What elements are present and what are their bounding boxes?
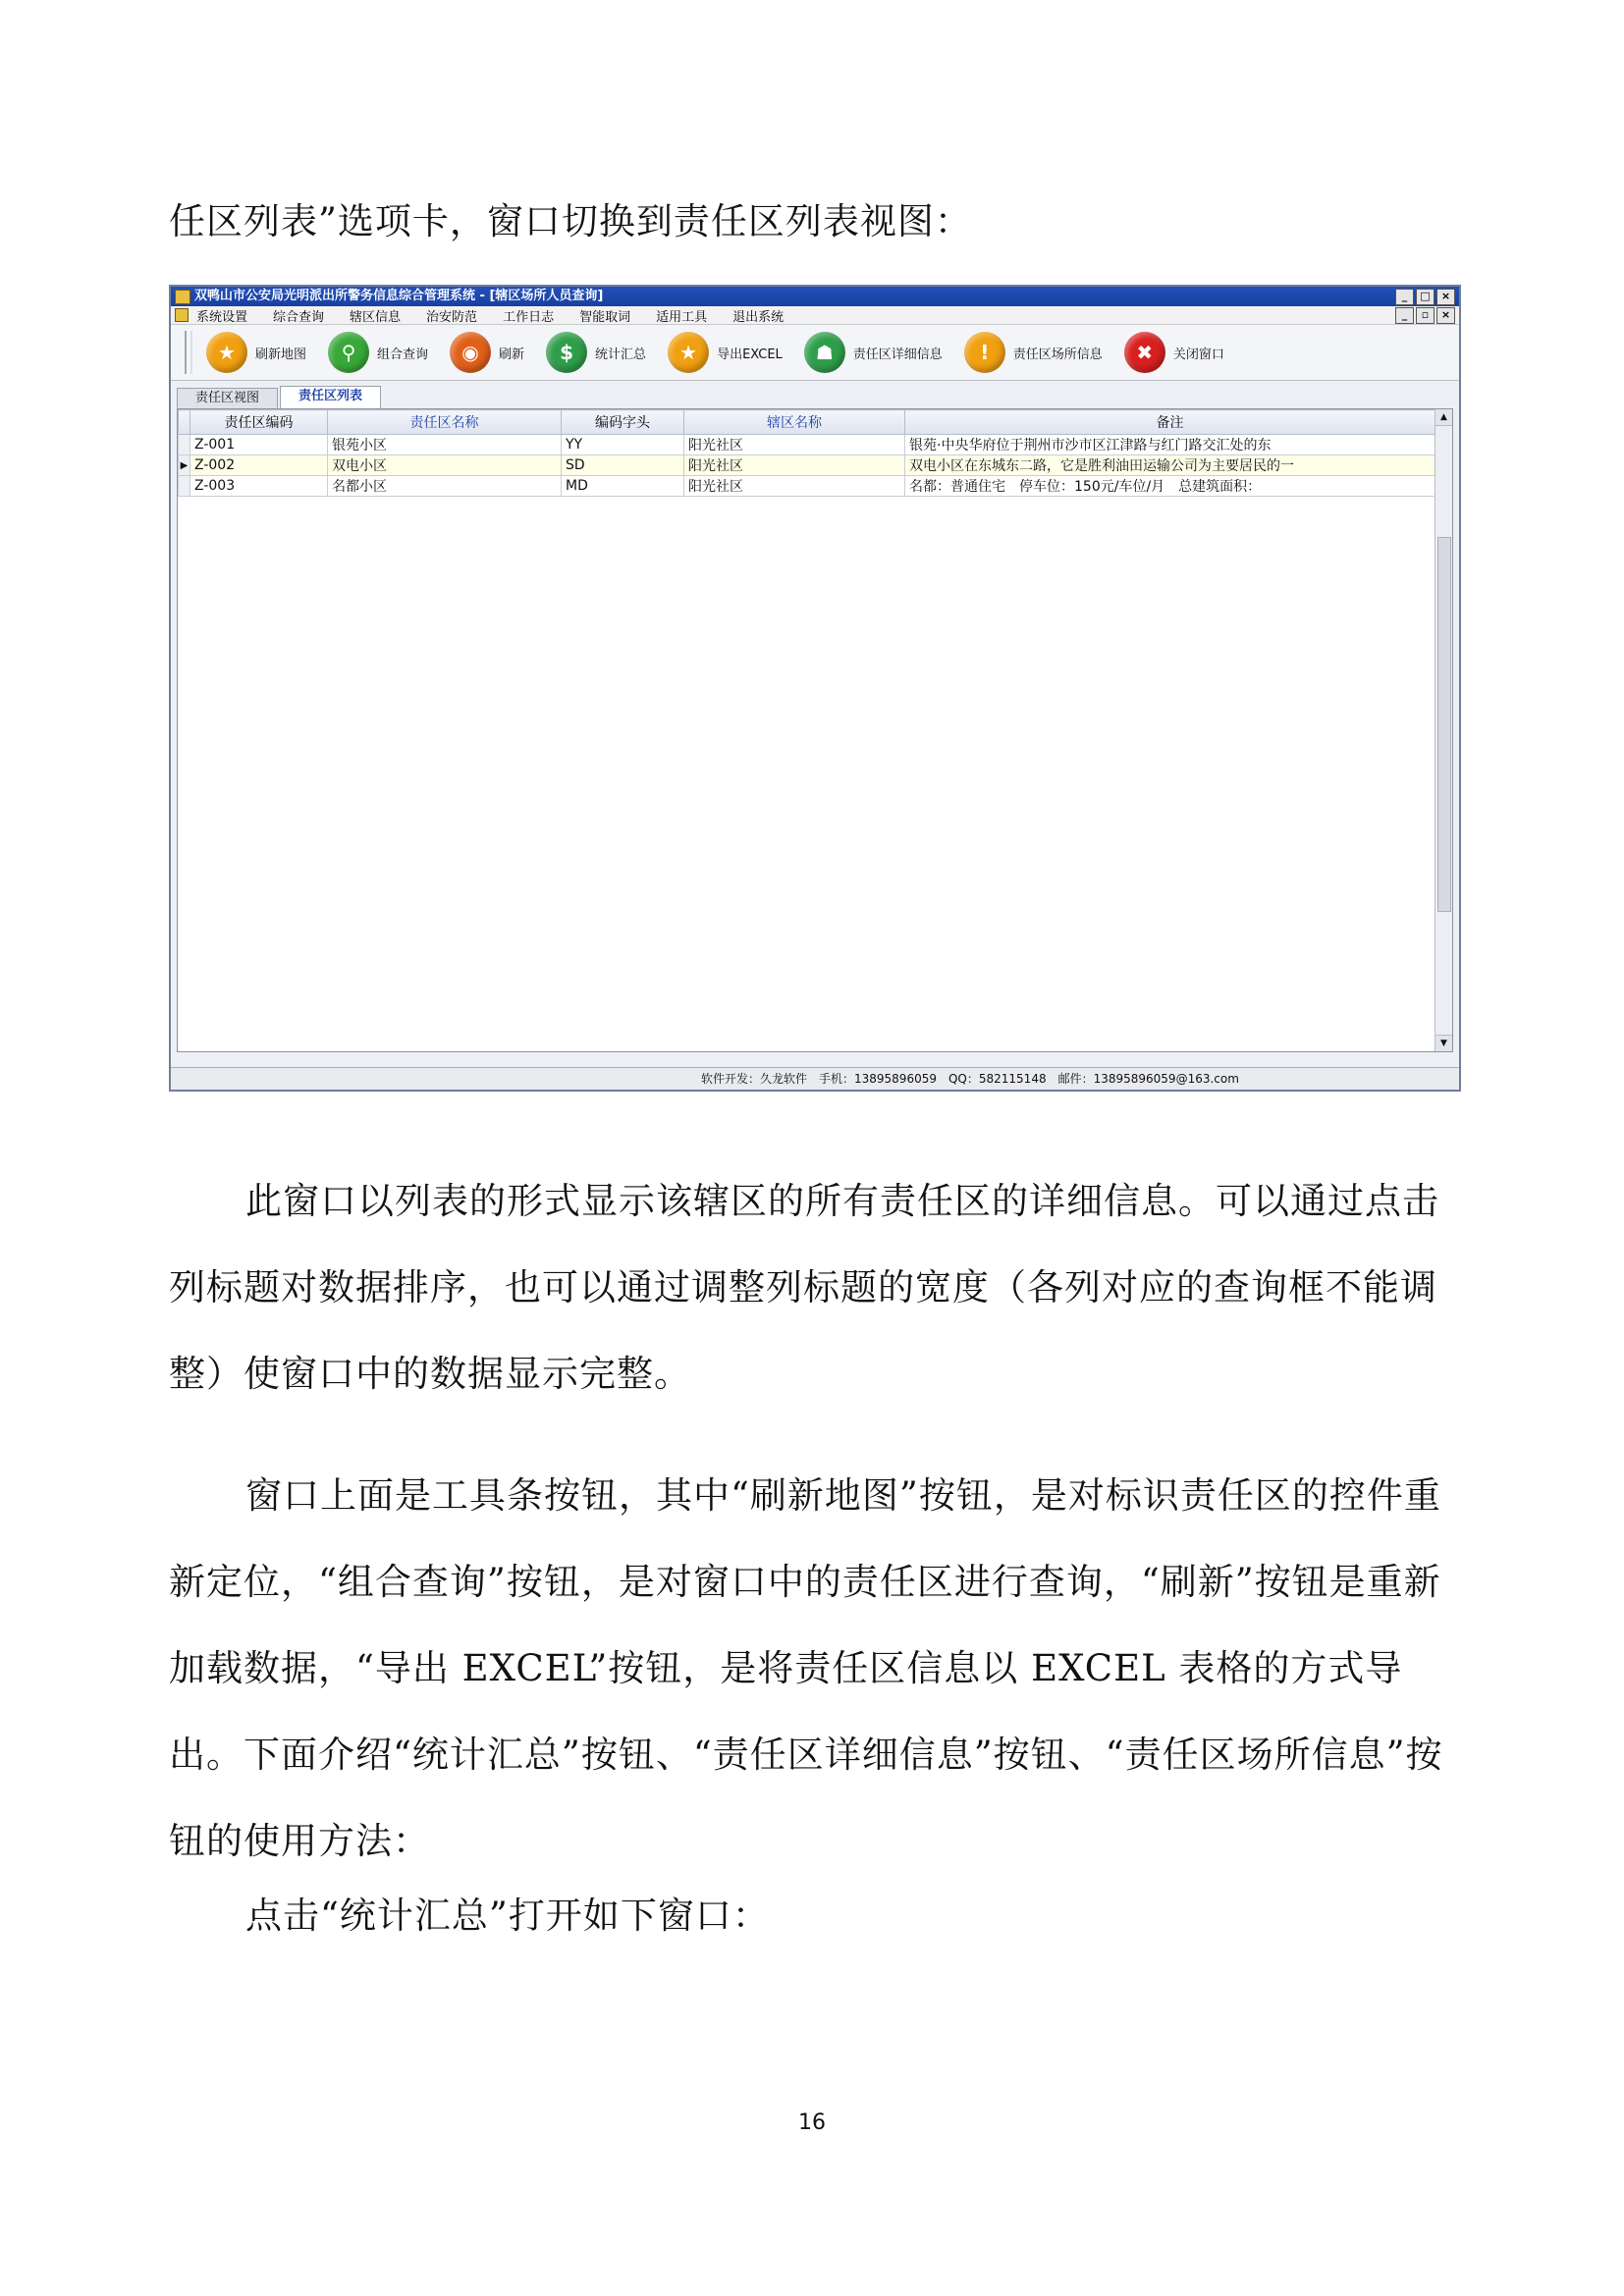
minimize-button[interactable]: _ <box>1395 289 1414 305</box>
cell-name: 双电小区 <box>328 455 562 476</box>
toolbar-button-3[interactable] <box>546 332 646 373</box>
paragraph-2-text: 窗口上面是工具条按钮，其中“刷新地图”按钮，是对标识责任区的控件重新定位，“组合查询”按钮，是对窗口中的责任区进行查询，“刷新”按钮是重新加载数据，“导出 EXCEL”按钮，是将责任区信息以 EXCEL 表格的方式导出。下面介绍“统计汇总”按钮、“责任区详细信息”按钮、“责任区场所信息”按钮的使用方法： <box>169 1474 1443 1862</box>
app-window-screenshot <box>169 285 1461 1092</box>
menu-security[interactable]: 治安防范 <box>426 309 478 325</box>
table-row[interactable] <box>179 476 1435 497</box>
toolbar-button-label: 责任区场所信息 <box>1012 347 1103 362</box>
rss-icon: ◉ <box>450 332 491 373</box>
toolbar-button-4[interactable] <box>668 332 783 373</box>
tab-strip <box>171 387 1459 408</box>
star-icon: ★ <box>668 332 709 373</box>
column-header-prefix[interactable]: 编码字头 <box>562 410 684 435</box>
scroll-up-arrow-icon[interactable]: ▲ <box>1435 409 1452 426</box>
close-icon: ✖ <box>1124 332 1165 373</box>
toolbar-button-label: 组合查询 <box>377 347 429 362</box>
column-header-code[interactable]: 责任区编码 <box>190 410 328 435</box>
toolbar-button-5[interactable] <box>804 332 943 373</box>
cell-prefix: SD <box>562 455 684 476</box>
toolbar-button-label: 刷新地图 <box>255 347 307 362</box>
menu-bar <box>171 306 1459 325</box>
menu-exit[interactable]: 退出系统 <box>732 309 785 325</box>
sitemap-icon: ☗ <box>804 332 845 373</box>
title-bar <box>171 287 1459 306</box>
cell-code: Z-002 <box>190 455 328 476</box>
header-row <box>179 410 1435 435</box>
cell-remark: 双电小区在东城东二路，它是胜利油田运输公司为主要居民的一 <box>905 455 1435 476</box>
cell-code: Z-001 <box>190 435 328 455</box>
toolbar-button-label: 统计汇总 <box>595 347 647 362</box>
cell-name: 名都小区 <box>328 476 562 497</box>
toolbar-grip[interactable] <box>185 331 192 374</box>
menu-combined-query[interactable]: 综合查询 <box>273 309 325 325</box>
toolbar-button-0[interactable] <box>206 332 306 373</box>
close-window-button[interactable]: × <box>1436 289 1455 305</box>
cell-name: 银苑小区 <box>328 435 562 455</box>
toolbar-button-1[interactable] <box>328 332 428 373</box>
cell-district: 阳光社区 <box>684 476 905 497</box>
row-indicator <box>179 435 190 455</box>
cell-code: Z-003 <box>190 476 328 497</box>
menu-system-settings[interactable]: 系统设置 <box>196 309 248 325</box>
scroll-down-arrow-icon[interactable]: ▼ <box>1435 1035 1452 1051</box>
document-icon <box>175 308 189 322</box>
child-restore-button[interactable]: ▫ <box>1416 307 1435 324</box>
cell-district: 阳光社区 <box>684 455 905 476</box>
scroll-thumb[interactable] <box>1437 537 1451 912</box>
search-icon: ⚲ <box>328 332 369 373</box>
menu-district-info[interactable]: 辖区信息 <box>350 309 402 325</box>
menu-tools[interactable]: 适用工具 <box>656 309 708 325</box>
cell-prefix: YY <box>562 435 684 455</box>
toolbar-button-7[interactable] <box>1124 332 1224 373</box>
paragraph-1 <box>169 1158 1465 1417</box>
row-indicator <box>179 476 190 497</box>
toolbar-button-2[interactable] <box>450 332 524 373</box>
column-header-remark[interactable]: 备注 <box>905 410 1435 435</box>
tab-district-view[interactable]: 责任区视图 <box>177 388 278 408</box>
page-number: 16 <box>798 2110 826 2135</box>
app-icon <box>175 290 190 304</box>
row-indicator: ▶ <box>179 455 190 476</box>
table-row[interactable] <box>179 455 1435 476</box>
cell-remark: 银苑·中央华府位于荆州市沙市区江津路与红门路交汇处的东 <box>905 435 1435 455</box>
paragraph-2 <box>169 1453 1465 1885</box>
toolbar-button-label: 刷新 <box>499 347 525 362</box>
window-title: 双鸭山市公安局光明派出所警务信息综合管理系统 - [辖区场所人员查询] <box>194 289 604 303</box>
menu-smart-word[interactable]: 智能取词 <box>579 309 631 325</box>
status-bar <box>171 1067 1459 1090</box>
status-text: 软件开发：久龙软件 手机：13895896059 QQ：582115148 邮件：13895896059@163.com <box>701 1072 1239 1086</box>
toolbar-button-label: 导出EXCEL <box>717 347 783 362</box>
intro-text: 任区列表”选项卡，窗口切换到责任区列表视图： <box>169 200 972 242</box>
toolbar-button-6[interactable] <box>964 332 1103 373</box>
table-row[interactable] <box>179 435 1435 455</box>
paragraph-3 <box>169 1873 1465 1959</box>
dollar-icon: $ <box>546 332 587 373</box>
maximize-button[interactable]: □ <box>1416 289 1435 305</box>
data-grid <box>177 408 1453 1052</box>
vertical-scrollbar[interactable] <box>1435 409 1452 1051</box>
indicator-header <box>179 410 190 435</box>
toolbar-button-label: 责任区详细信息 <box>852 347 943 362</box>
tab-district-list[interactable]: 责任区列表 <box>280 386 381 408</box>
menu-work-log[interactable]: 工作日志 <box>503 309 555 325</box>
paragraph-3-text: 点击“统计汇总”打开如下窗口： <box>245 1895 770 1937</box>
star-icon: ★ <box>206 332 247 373</box>
alert-icon: ! <box>964 332 1005 373</box>
toolbar-button-label: 关闭窗口 <box>1172 347 1224 362</box>
child-minimize-button[interactable]: _ <box>1395 307 1414 324</box>
toolbar <box>171 325 1459 381</box>
paragraph-1-text: 此窗口以列表的形式显示该辖区的所有责任区的详细信息。可以通过点击列标题对数据排序，也可以通过调整列标题的宽度（各列对应的查询框不能调整）使窗口中的数据显示完整。 <box>169 1180 1439 1395</box>
column-header-district[interactable]: 辖区名称 <box>684 410 905 435</box>
child-close-button[interactable]: × <box>1436 307 1455 324</box>
cell-prefix: MD <box>562 476 684 497</box>
column-header-name[interactable]: 责任区名称 <box>328 410 562 435</box>
cell-district: 阳光社区 <box>684 435 905 455</box>
cell-remark: 名都：普通住宅 停车位：150元/车位/月 总建筑面积： <box>905 476 1435 497</box>
